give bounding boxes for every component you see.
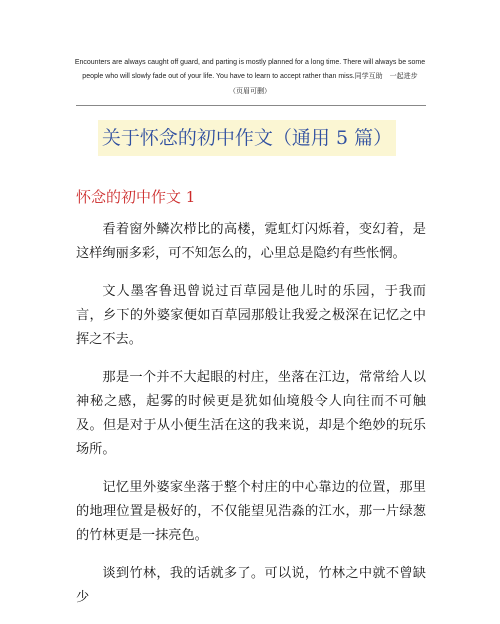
paragraph: 谈到竹林，我的话就多了。可以说，竹林之中就不曾缺少: [76, 566, 426, 605]
paragraph: 那是一个并不大起眼的村庄，坐落在江边，常常给人以神秘之感，起雾的时候更是犹如仙境般令人向往而不可触及。但是对于从小便生活在这的我来说，却是个绝妙的玩乐场所。: [76, 370, 426, 457]
paragraph: 记忆里外婆家坐落于整个村庄的中心靠边的位置，那里的地理位置是极好的，不仅能望见浩淼的江水，那一片绿葱的竹林更是一抹亮色。: [76, 480, 426, 543]
paragraph: 看着窗外鳞次栉比的高楼，霓虹灯闪烁着，变幻着，是这样绚丽多彩，可不知怎么的，心里总是隐约有些怅惘。: [76, 222, 426, 261]
header-line-2: people who will slowly fade out of your life. You have to learn to accept rather than miss.同学互助 一起进步: [82, 73, 418, 80]
header-line-3: （页眉可删）: [229, 87, 271, 95]
body-text: [76, 218, 426, 624]
document-title: 关于怀念的初中作文（通用 5 篇）: [101, 127, 393, 149]
header-line-1: Encounters are always caught off guard, and parting is mostly planned for a long time. There will always be some: [74, 59, 426, 66]
page-header: [0, 56, 500, 98]
header-divider: [76, 105, 426, 106]
section-heading: 怀念的初中作文 1: [76, 188, 196, 206]
paragraph: 文人墨客鲁迅曾说过百草园是他儿时的乐园，于我而言，乡下的外婆家便如百草园那般让我爱之极深在记忆之中挥之不去。: [76, 284, 426, 347]
